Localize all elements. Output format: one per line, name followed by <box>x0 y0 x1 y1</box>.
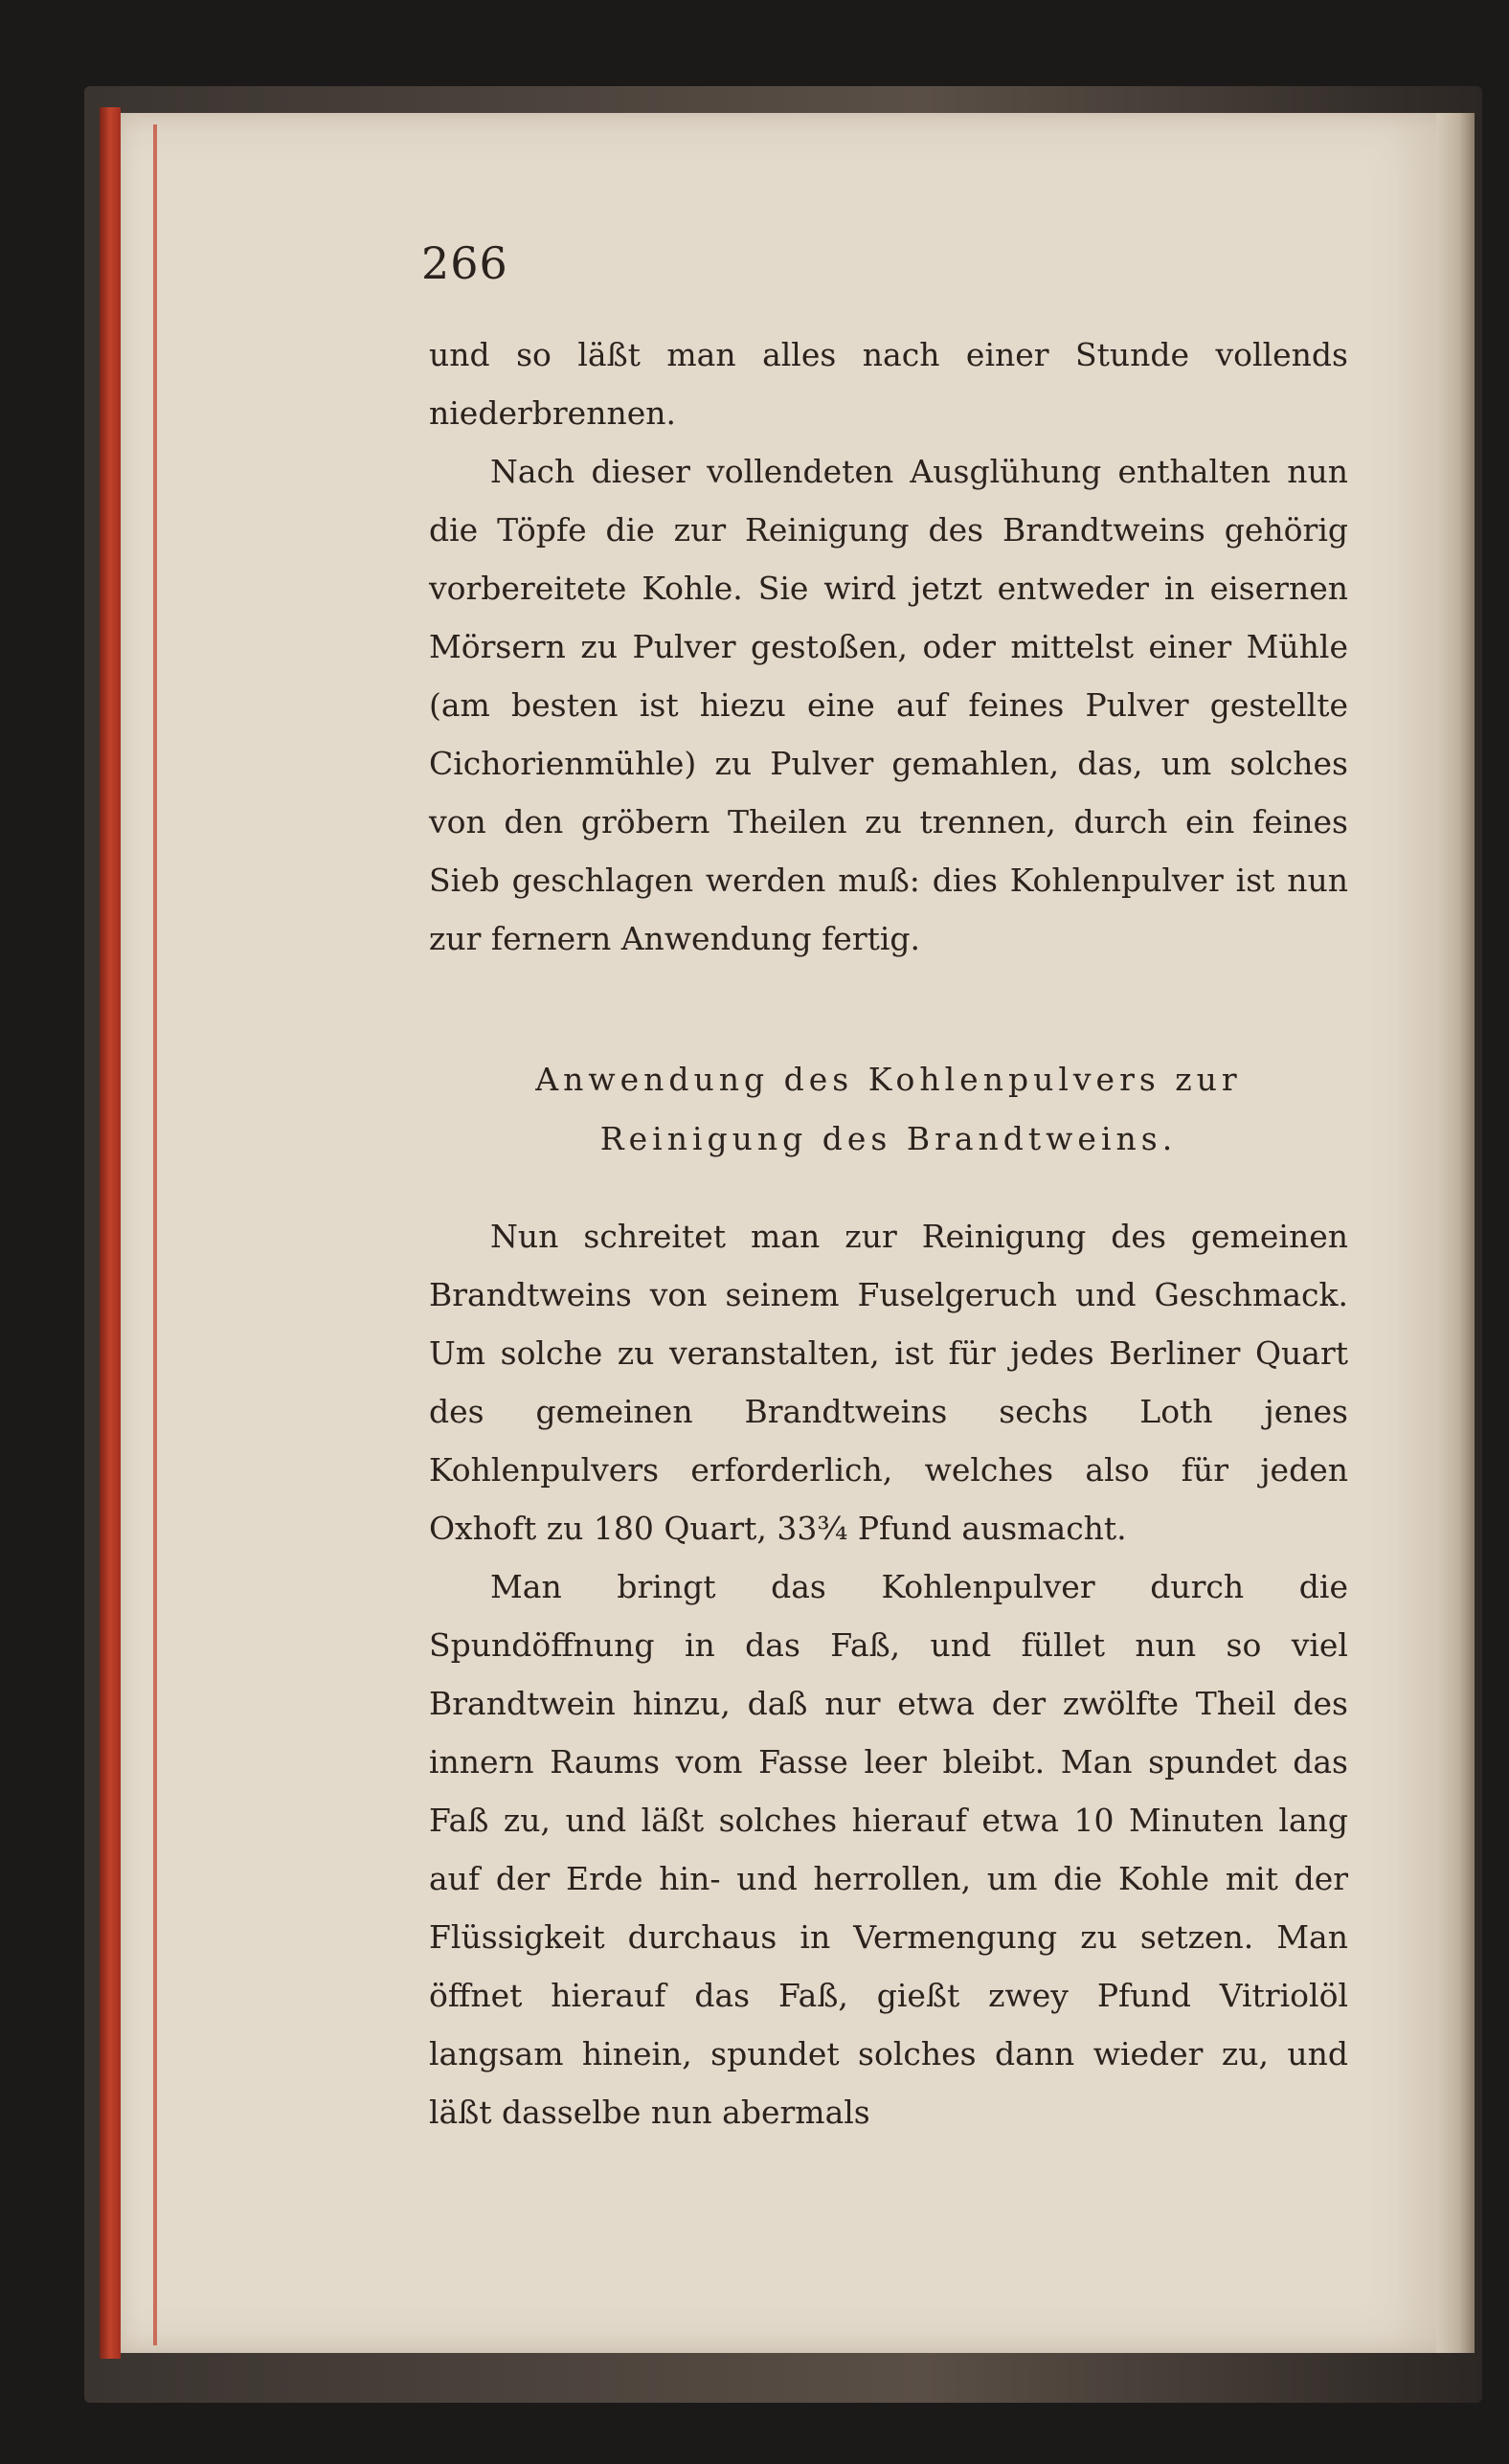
paragraph-2: Nach dieser vollendeten Ausglühung enthalten nun die Töpfe die zur Reinigung des Brandtweins gehörig vorbereitete Kohle. Sie wird jetzt entweder in eisernen Mörsern zu Pulver gestoßen, oder mittelst einer Mühle (am besten ist hiezu eine auf feines Pulver gestellte Cichorienmühle) zu Pulver gemahlen, das, um solches von den gröbern Theilen zu trennen, durch ein feines Sieb geschlagen werden muß: dies Kohlenpulver ist nun zur fernern Anwendung fertig. <box>429 453 1348 957</box>
paragraph-1: und so läßt man alles nach einer Stunde vollends niederbrennen. <box>429 336 1348 432</box>
page-number: 266 <box>421 237 508 289</box>
paragraph-3: Nun schreitet man zur Reinigung des gemeinen Brandtweins von seinem Fuselgeruch und Geschmack. Um solche zu veranstalten, ist für jedes Berliner Quart des gemeinen Brandtweins sechs Loth jenes Kohlenpulvers erforderlich, welches also für jeden Oxhoft zu 180 Quart, 33¾ Pfund ausmacht. <box>429 1218 1348 1547</box>
paragraph-4: Man bringt das Kohlenpulver durch die Spundöffnung in das Faß, und füllet nun so viel Brandtwein hinzu, daß nur etwa der zwölfte Theil des innern Raums vom Fasse leer bleibt. Man spundet das Faß zu, und läßt solches hierauf etwa 10 Minuten lang auf der Erde hin- und herrollen, um die Kohle mit der Flüssigkeit durchaus in Vermengung zu setzen. Man öffnet hierauf das Faß, gießt zwey Pfund Vitriolöl langsam hinein, spundet solches dann wieder zu, und läßt dasselbe nun abermals <box>429 1568 1348 2131</box>
page-fold-shadow <box>1436 113 1475 2353</box>
section-heading: Anwendung des Kohlenpulvers zur Reinigung des Brandtweins. <box>535 1061 1242 1157</box>
page-text <box>429 325 1348 2141</box>
red-margin-line <box>153 124 157 2345</box>
red-page-edge <box>100 107 121 2359</box>
